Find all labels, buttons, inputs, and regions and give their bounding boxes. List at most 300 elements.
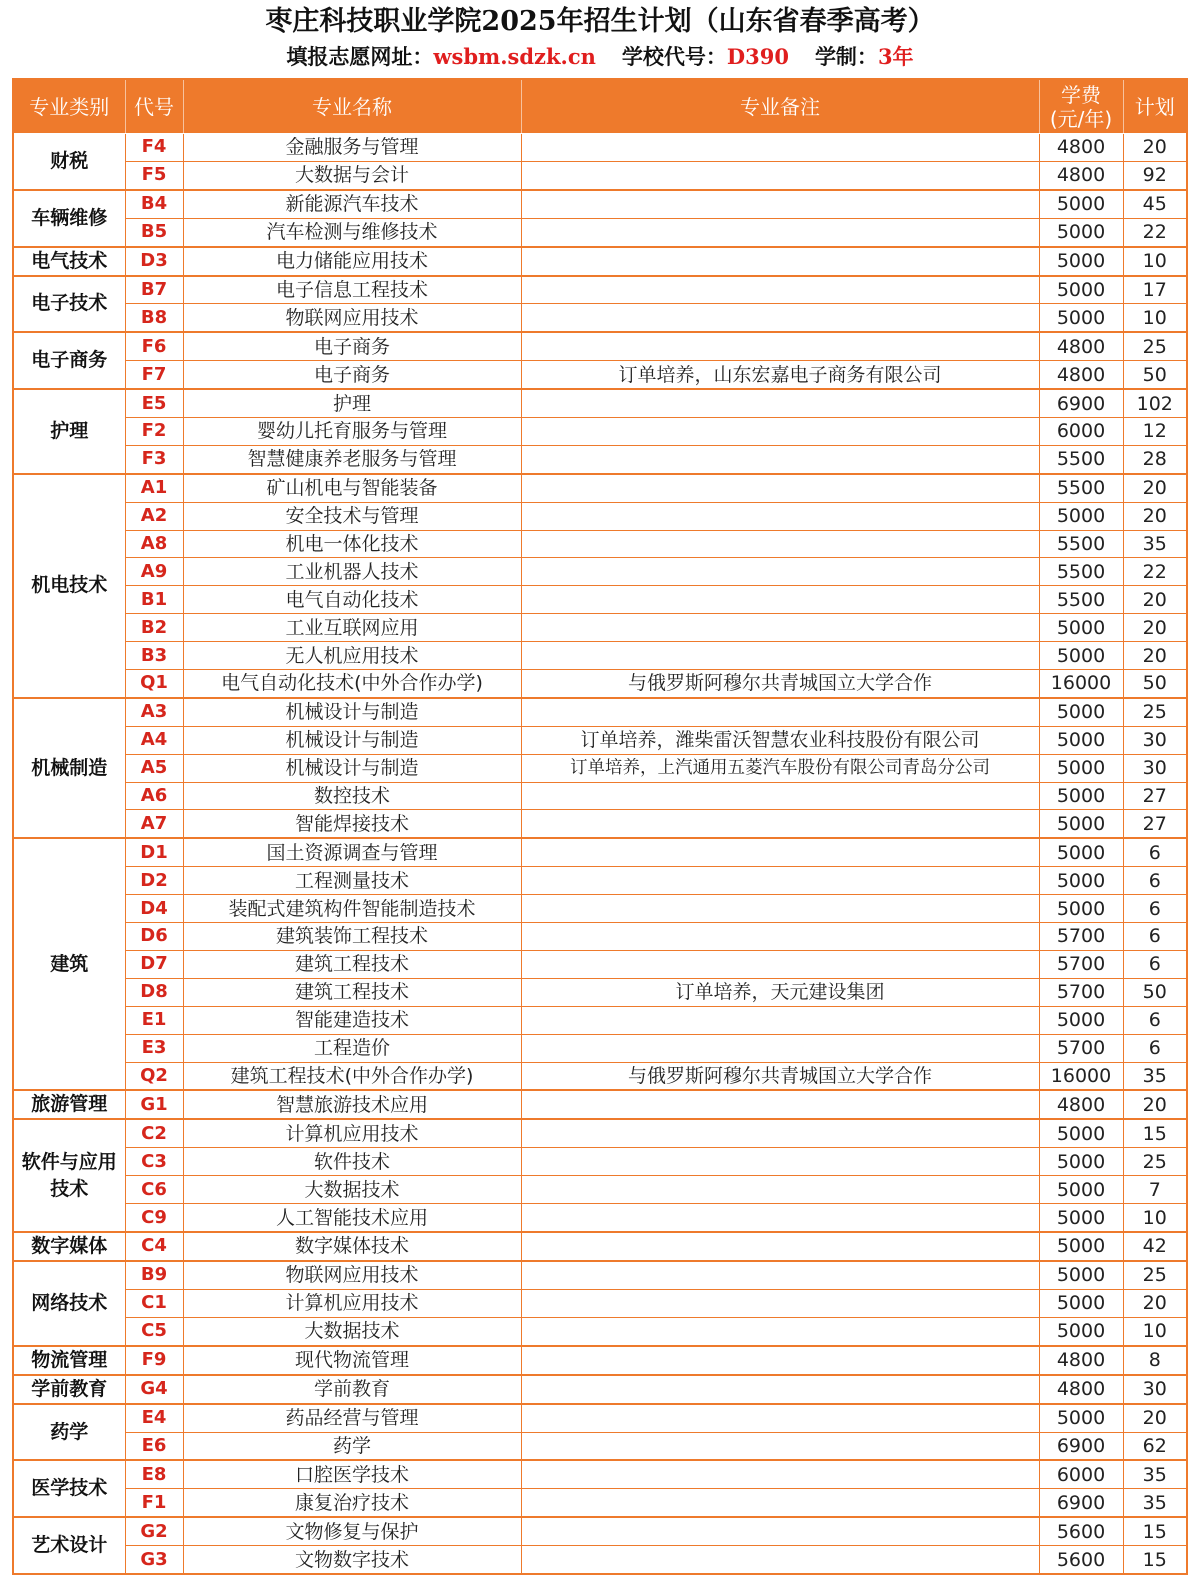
- plan-cell: 10: [1123, 304, 1187, 332]
- fee-cell: 4800: [1039, 134, 1123, 162]
- fee-cell: 5000: [1039, 218, 1123, 246]
- code-cell: C6: [125, 1176, 183, 1204]
- plan-cell: 6: [1123, 1006, 1187, 1034]
- fee-cell: 4800: [1039, 332, 1123, 360]
- code-cell: A2: [125, 502, 183, 530]
- fee-header-line1: 学费: [1061, 82, 1101, 107]
- fee-cell: 5000: [1039, 502, 1123, 530]
- table-row: [13, 1289, 1187, 1317]
- table-row: [13, 1176, 1187, 1204]
- fee-cell: 5000: [1039, 782, 1123, 810]
- category-cell: 机电技术: [13, 474, 125, 698]
- major-name-cell: 电力储能应用技术: [183, 247, 521, 276]
- note-cell: [521, 1375, 1039, 1404]
- note-cell: [521, 1148, 1039, 1176]
- col-header-name: 专业名称: [183, 79, 521, 134]
- table-row: [13, 726, 1187, 754]
- col-header-code: 代号: [125, 79, 183, 134]
- major-name-cell: 建筑工程技术: [183, 950, 521, 978]
- major-name-cell: 机械设计与制造: [183, 754, 521, 782]
- table-row: [13, 838, 1187, 866]
- table-row: [13, 1489, 1187, 1517]
- table-row: [13, 190, 1187, 218]
- fee-cell: 6000: [1039, 1460, 1123, 1488]
- fee-cell: 4800: [1039, 1375, 1123, 1404]
- major-name-cell: 工程测量技术: [183, 867, 521, 895]
- table-row: [13, 642, 1187, 670]
- plan-cell: 22: [1123, 558, 1187, 586]
- note-cell: [521, 1261, 1039, 1289]
- major-name-cell: 电子商务: [183, 361, 521, 389]
- table-header-row: [13, 79, 1187, 134]
- major-name-cell: 电子商务: [183, 332, 521, 360]
- fee-cell: 5000: [1039, 247, 1123, 276]
- code-cell: B8: [125, 304, 183, 332]
- category-cell: 软件与应用技术: [13, 1119, 125, 1232]
- note-cell: 订单培养，山东宏嘉电子商务有限公司: [521, 361, 1039, 389]
- fee-cell: 4800: [1039, 1346, 1123, 1375]
- table-row: [13, 247, 1187, 276]
- plan-cell: 8: [1123, 1346, 1187, 1375]
- table-row: [13, 530, 1187, 558]
- plan-cell: 6: [1123, 838, 1187, 866]
- table-row: [13, 1460, 1187, 1488]
- table-row: [13, 1204, 1187, 1232]
- category-cell: 医学技术: [13, 1460, 125, 1517]
- major-name-cell: 建筑工程技术: [183, 978, 521, 1006]
- table-row: [13, 895, 1187, 923]
- code-cell: D7: [125, 950, 183, 978]
- major-name-cell: 学前教育: [183, 1375, 521, 1404]
- major-name-cell: 计算机应用技术: [183, 1289, 521, 1317]
- fee-cell: 5000: [1039, 1404, 1123, 1432]
- plan-cell: 62: [1123, 1432, 1187, 1460]
- fee-cell: 16000: [1039, 670, 1123, 698]
- note-cell: [521, 218, 1039, 246]
- note-cell: [521, 698, 1039, 726]
- plan-cell: 25: [1123, 332, 1187, 360]
- table-row: [13, 304, 1187, 332]
- fee-cell: 5000: [1039, 1204, 1123, 1232]
- note-cell: [521, 1204, 1039, 1232]
- category-cell: 电子技术: [13, 276, 125, 333]
- note-cell: 与俄罗斯阿穆尔共青城国立大学合作: [521, 1062, 1039, 1090]
- table-row: [13, 1261, 1187, 1289]
- major-name-cell: 无人机应用技术: [183, 642, 521, 670]
- fee-cell: 5000: [1039, 1289, 1123, 1317]
- code-cell: Q1: [125, 670, 183, 698]
- major-name-cell: 大数据技术: [183, 1176, 521, 1204]
- note-cell: [521, 1119, 1039, 1147]
- note-cell: [521, 1090, 1039, 1119]
- note-cell: 与俄罗斯阿穆尔共青城国立大学合作: [521, 670, 1039, 698]
- fee-cell: 6900: [1039, 1432, 1123, 1460]
- note-cell: [521, 190, 1039, 218]
- major-name-cell: 电气自动化技术(中外合作办学): [183, 670, 521, 698]
- table-row: [13, 276, 1187, 304]
- plan-cell: 20: [1123, 586, 1187, 614]
- note-cell: [521, 389, 1039, 417]
- major-name-cell: 数控技术: [183, 782, 521, 810]
- code-cell: D4: [125, 895, 183, 923]
- code-cell: D8: [125, 978, 183, 1006]
- fee-cell: 5000: [1039, 838, 1123, 866]
- plan-cell: 30: [1123, 754, 1187, 782]
- major-name-cell: 智能建造技术: [183, 1006, 521, 1034]
- note-cell: [521, 642, 1039, 670]
- study-length-value: 3年: [877, 44, 914, 69]
- major-name-cell: 大数据与会计: [183, 161, 521, 189]
- plan-cell: 20: [1123, 502, 1187, 530]
- note-cell: [521, 867, 1039, 895]
- note-cell: [521, 418, 1039, 446]
- fee-cell: 5000: [1039, 304, 1123, 332]
- code-cell: C2: [125, 1119, 183, 1147]
- code-cell: G2: [125, 1517, 183, 1545]
- fee-cell: 6900: [1039, 389, 1123, 417]
- plan-cell: 6: [1123, 1034, 1187, 1062]
- note-cell: 订单培养，天元建设集团: [521, 978, 1039, 1006]
- code-cell: A3: [125, 698, 183, 726]
- note-cell: [521, 810, 1039, 838]
- fee-cell: 5000: [1039, 1317, 1123, 1345]
- major-name-cell: 文物修复与保护: [183, 1517, 521, 1545]
- table-row: [13, 1375, 1187, 1404]
- code-cell: A1: [125, 474, 183, 502]
- major-name-cell: 药学: [183, 1432, 521, 1460]
- code-cell: A4: [125, 726, 183, 754]
- fee-cell: 5000: [1039, 810, 1123, 838]
- table-row: [13, 1148, 1187, 1176]
- category-cell: 数字媒体: [13, 1232, 125, 1261]
- major-name-cell: 矿山机电与智能装备: [183, 474, 521, 502]
- note-cell: [521, 838, 1039, 866]
- school-code-label: 学校代号：: [621, 44, 727, 69]
- major-name-cell: 机电一体化技术: [183, 530, 521, 558]
- code-cell: E5: [125, 389, 183, 417]
- major-name-cell: 机械设计与制造: [183, 698, 521, 726]
- table-row: [13, 361, 1187, 389]
- fee-cell: 5000: [1039, 642, 1123, 670]
- code-cell: F3: [125, 445, 183, 473]
- plan-cell: 22: [1123, 218, 1187, 246]
- page-title: 枣庄科技职业学院2025年招生计划（山东省春季高考）: [265, 6, 935, 37]
- major-name-cell: 智慧旅游技术应用: [183, 1090, 521, 1119]
- note-cell: 订单培养，上汽通用五菱汽车股份有限公司青岛分公司: [521, 754, 1039, 782]
- code-cell: F2: [125, 418, 183, 446]
- note-cell: [521, 782, 1039, 810]
- table-row: [13, 867, 1187, 895]
- table-row: [13, 418, 1187, 446]
- code-cell: G4: [125, 1375, 183, 1404]
- major-name-cell: 物联网应用技术: [183, 1261, 521, 1289]
- fee-cell: 4800: [1039, 1090, 1123, 1119]
- plan-cell: 7: [1123, 1176, 1187, 1204]
- major-name-cell: 国土资源调查与管理: [183, 838, 521, 866]
- fee-cell: 5000: [1039, 698, 1123, 726]
- code-cell: F6: [125, 332, 183, 360]
- note-cell: [521, 923, 1039, 951]
- major-name-cell: 电子信息工程技术: [183, 276, 521, 304]
- plan-cell: 30: [1123, 1375, 1187, 1404]
- note-cell: [521, 1317, 1039, 1345]
- note-cell: [521, 558, 1039, 586]
- col-header-plan: 计划: [1123, 79, 1187, 134]
- major-name-cell: 金融服务与管理: [183, 134, 521, 162]
- note-cell: [521, 332, 1039, 360]
- plan-cell: 6: [1123, 923, 1187, 951]
- plan-cell: 20: [1123, 474, 1187, 502]
- major-name-cell: 药品经营与管理: [183, 1404, 521, 1432]
- table-row: [13, 445, 1187, 473]
- note-cell: [521, 1346, 1039, 1375]
- table-row: [13, 218, 1187, 246]
- category-cell: 网络技术: [13, 1261, 125, 1346]
- plan-cell: 35: [1123, 1062, 1187, 1090]
- code-cell: D2: [125, 867, 183, 895]
- plan-cell: 20: [1123, 1404, 1187, 1432]
- fee-cell: 5500: [1039, 530, 1123, 558]
- category-cell: 旅游管理: [13, 1090, 125, 1119]
- code-cell: E4: [125, 1404, 183, 1432]
- plan-cell: 20: [1123, 1090, 1187, 1119]
- major-name-cell: 装配式建筑构件智能制造技术: [183, 895, 521, 923]
- table-row: [13, 1346, 1187, 1375]
- table-row: [13, 1317, 1187, 1345]
- plan-cell: 15: [1123, 1119, 1187, 1147]
- code-cell: B9: [125, 1261, 183, 1289]
- fee-cell: 5500: [1039, 474, 1123, 502]
- study-length-label: 学制：: [814, 44, 878, 69]
- note-cell: [521, 1404, 1039, 1432]
- category-cell: 机械制造: [13, 698, 125, 838]
- category-cell: 电气技术: [13, 247, 125, 276]
- note-cell: [521, 474, 1039, 502]
- category-cell: 护理: [13, 389, 125, 474]
- plan-cell: 25: [1123, 1261, 1187, 1289]
- table-row: [13, 670, 1187, 698]
- major-name-cell: 婴幼儿托育服务与管理: [183, 418, 521, 446]
- major-name-cell: 建筑工程技术(中外合作办学): [183, 1062, 521, 1090]
- note-cell: [521, 1546, 1039, 1574]
- plan-cell: 35: [1123, 530, 1187, 558]
- table-row: [13, 1062, 1187, 1090]
- note-cell: [521, 445, 1039, 473]
- major-name-cell: 数字媒体技术: [183, 1232, 521, 1261]
- plan-cell: 15: [1123, 1546, 1187, 1574]
- plan-cell: 42: [1123, 1232, 1187, 1261]
- code-cell: E6: [125, 1432, 183, 1460]
- code-cell: G1: [125, 1090, 183, 1119]
- code-cell: F1: [125, 1489, 183, 1517]
- note-cell: [521, 1176, 1039, 1204]
- code-cell: A7: [125, 810, 183, 838]
- code-cell: F7: [125, 361, 183, 389]
- fee-cell: 5000: [1039, 867, 1123, 895]
- major-name-cell: 建筑装饰工程技术: [183, 923, 521, 951]
- fee-cell: 6000: [1039, 418, 1123, 446]
- fee-cell: 5000: [1039, 726, 1123, 754]
- major-name-cell: 计算机应用技术: [183, 1119, 521, 1147]
- category-cell: 学前教育: [13, 1375, 125, 1404]
- fee-cell: 4800: [1039, 161, 1123, 189]
- plan-cell: 50: [1123, 361, 1187, 389]
- fee-cell: 5000: [1039, 895, 1123, 923]
- note-cell: [521, 1289, 1039, 1317]
- table-row: [13, 1232, 1187, 1261]
- plan-cell: 25: [1123, 1148, 1187, 1176]
- major-name-cell: 大数据技术: [183, 1317, 521, 1345]
- plan-cell: 10: [1123, 1204, 1187, 1232]
- note-cell: [521, 247, 1039, 276]
- code-cell: B3: [125, 642, 183, 670]
- code-cell: F5: [125, 161, 183, 189]
- major-name-cell: 工业互联网应用: [183, 614, 521, 642]
- fee-cell: 5000: [1039, 754, 1123, 782]
- major-name-cell: 物联网应用技术: [183, 304, 521, 332]
- major-name-cell: 汽车检测与维修技术: [183, 218, 521, 246]
- plan-cell: 20: [1123, 614, 1187, 642]
- note-cell: [521, 304, 1039, 332]
- table-row: [13, 558, 1187, 586]
- category-cell: 电子商务: [13, 332, 125, 389]
- note-cell: [521, 1006, 1039, 1034]
- note-cell: [521, 1232, 1039, 1261]
- code-cell: C9: [125, 1204, 183, 1232]
- code-cell: D1: [125, 838, 183, 866]
- table-row: [13, 1006, 1187, 1034]
- table-row: [13, 586, 1187, 614]
- url-label: 填报志愿网址：: [286, 44, 434, 69]
- code-cell: D3: [125, 247, 183, 276]
- code-cell: B7: [125, 276, 183, 304]
- url-value[interactable]: wsbm.sdzk.cn: [433, 44, 596, 69]
- table-row: [13, 782, 1187, 810]
- plan-cell: 50: [1123, 978, 1187, 1006]
- major-name-cell: 智慧健康养老服务与管理: [183, 445, 521, 473]
- fee-cell: 5600: [1039, 1517, 1123, 1545]
- category-cell: 物流管理: [13, 1346, 125, 1375]
- fee-cell: 5700: [1039, 950, 1123, 978]
- table-row: [13, 810, 1187, 838]
- category-cell: 建筑: [13, 838, 125, 1090]
- fee-cell: 5000: [1039, 1006, 1123, 1034]
- note-cell: [521, 134, 1039, 162]
- major-name-cell: 软件技术: [183, 1148, 521, 1176]
- code-cell: B1: [125, 586, 183, 614]
- category-cell: 艺术设计: [13, 1517, 125, 1574]
- plan-cell: 20: [1123, 1289, 1187, 1317]
- plan-cell: 30: [1123, 726, 1187, 754]
- code-cell: C3: [125, 1148, 183, 1176]
- col-header-fee: [1039, 79, 1123, 134]
- table-row: [13, 950, 1187, 978]
- fee-cell: 5700: [1039, 923, 1123, 951]
- code-cell: B2: [125, 614, 183, 642]
- note-cell: [521, 276, 1039, 304]
- plan-cell: 35: [1123, 1489, 1187, 1517]
- code-cell: A6: [125, 782, 183, 810]
- fee-cell: 5500: [1039, 586, 1123, 614]
- major-name-cell: 机械设计与制造: [183, 726, 521, 754]
- code-cell: B4: [125, 190, 183, 218]
- table-row: [13, 161, 1187, 189]
- plan-cell: 92: [1123, 161, 1187, 189]
- fee-cell: 16000: [1039, 1062, 1123, 1090]
- fee-cell: 4800: [1039, 361, 1123, 389]
- table-row: [13, 754, 1187, 782]
- plan-cell: 25: [1123, 698, 1187, 726]
- fee-cell: 5500: [1039, 558, 1123, 586]
- table-row: [13, 474, 1187, 502]
- code-cell: A9: [125, 558, 183, 586]
- table-row: [13, 134, 1187, 162]
- table-row: [13, 1119, 1187, 1147]
- fee-cell: 6900: [1039, 1489, 1123, 1517]
- plan-cell: 28: [1123, 445, 1187, 473]
- plan-cell: 20: [1123, 134, 1187, 162]
- code-cell: A5: [125, 754, 183, 782]
- plan-cell: 102: [1123, 389, 1187, 417]
- code-cell: G3: [125, 1546, 183, 1574]
- code-cell: C1: [125, 1289, 183, 1317]
- plan-cell: 10: [1123, 247, 1187, 276]
- note-cell: [521, 614, 1039, 642]
- table-row: [13, 1090, 1187, 1119]
- plan-cell: 27: [1123, 782, 1187, 810]
- table-row: [13, 332, 1187, 360]
- col-header-note: 专业备注: [521, 79, 1039, 134]
- enrollment-table: [12, 78, 1188, 1575]
- fee-cell: 5000: [1039, 1119, 1123, 1147]
- code-cell: D6: [125, 923, 183, 951]
- code-cell: A8: [125, 530, 183, 558]
- table-row: [13, 1517, 1187, 1545]
- plan-cell: 35: [1123, 1460, 1187, 1488]
- code-cell: C5: [125, 1317, 183, 1345]
- code-cell: C4: [125, 1232, 183, 1261]
- major-name-cell: 现代物流管理: [183, 1346, 521, 1375]
- note-cell: [521, 895, 1039, 923]
- fee-cell: 5700: [1039, 978, 1123, 1006]
- major-name-cell: 康复治疗技术: [183, 1489, 521, 1517]
- note-cell: [521, 502, 1039, 530]
- table-row: [13, 923, 1187, 951]
- major-name-cell: 口腔医学技术: [183, 1460, 521, 1488]
- plan-cell: 15: [1123, 1517, 1187, 1545]
- table-row: [13, 698, 1187, 726]
- table-row: [13, 502, 1187, 530]
- major-name-cell: 安全技术与管理: [183, 502, 521, 530]
- table-body: [13, 134, 1187, 1574]
- category-cell: 财税: [13, 134, 125, 190]
- code-cell: Q2: [125, 1062, 183, 1090]
- plan-cell: 20: [1123, 642, 1187, 670]
- note-cell: [521, 586, 1039, 614]
- fee-cell: 5600: [1039, 1546, 1123, 1574]
- table-row: [13, 1432, 1187, 1460]
- fee-cell: 5000: [1039, 1148, 1123, 1176]
- page-subtitle: [0, 42, 1200, 72]
- note-cell: [521, 1517, 1039, 1545]
- note-cell: [521, 161, 1039, 189]
- table-row: [13, 1404, 1187, 1432]
- table-row: [13, 614, 1187, 642]
- code-cell: B5: [125, 218, 183, 246]
- fee-cell: 5000: [1039, 1232, 1123, 1261]
- plan-cell: 17: [1123, 276, 1187, 304]
- plan-cell: 10: [1123, 1317, 1187, 1345]
